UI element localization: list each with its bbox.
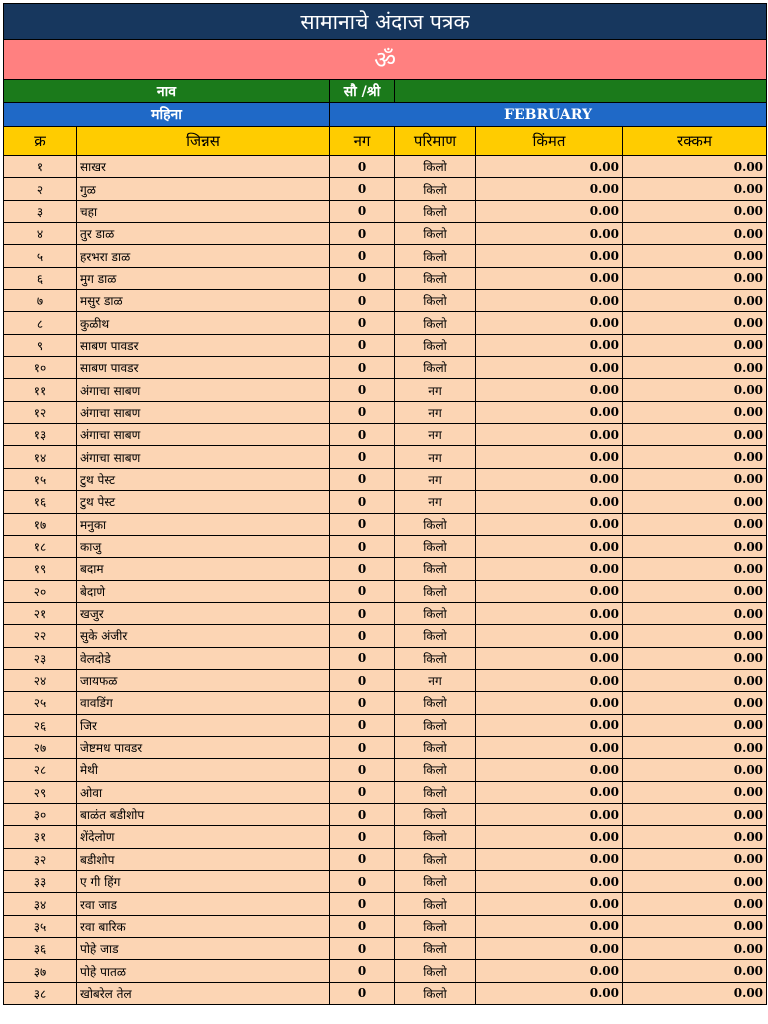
amount-cell: 0.00 (623, 848, 767, 870)
unit-cell[interactable]: नग (395, 401, 476, 423)
qty-cell[interactable]: 0 (330, 379, 395, 401)
qty-cell[interactable]: 0 (330, 915, 395, 937)
amount-cell: 0.00 (623, 312, 767, 334)
qty-cell[interactable]: 0 (330, 871, 395, 893)
price-cell[interactable]: 0.00 (476, 714, 623, 736)
price-cell[interactable]: 0.00 (476, 692, 623, 714)
table-row (4, 223, 767, 245)
price-cell[interactable]: 0.00 (476, 915, 623, 937)
unit-cell[interactable]: किलो (395, 871, 476, 893)
table-row (4, 848, 767, 870)
serial-cell: २ (4, 178, 77, 200)
unit-cell[interactable]: नग (395, 424, 476, 446)
table-row (4, 669, 767, 691)
qty-cell[interactable]: 0 (330, 468, 395, 490)
month-value-cell[interactable]: FEBRUARY (330, 103, 767, 127)
price-cell[interactable]: 0.00 (476, 781, 623, 803)
amount-cell: 0.00 (623, 156, 767, 178)
price-cell[interactable]: 0.00 (476, 312, 623, 334)
qty-cell[interactable]: 0 (330, 647, 395, 669)
price-cell[interactable]: 0.00 (476, 491, 623, 513)
unit-cell[interactable]: किलो (395, 156, 476, 178)
price-cell[interactable]: 0.00 (476, 245, 623, 267)
item-cell[interactable]: रवा बारिक (77, 915, 330, 937)
amount-cell: 0.00 (623, 334, 767, 356)
qty-cell[interactable]: 0 (330, 938, 395, 960)
serial-cell: ३३ (4, 871, 77, 893)
item-cell[interactable]: खोबरेल तेल (77, 982, 330, 1004)
unit-cell[interactable]: नग (395, 669, 476, 691)
table-row (4, 267, 767, 289)
serial-cell: ३५ (4, 915, 77, 937)
unit-cell[interactable]: किलो (395, 938, 476, 960)
unit-cell[interactable]: किलो (395, 826, 476, 848)
unit-cell[interactable]: किलो (395, 245, 476, 267)
table-row (4, 826, 767, 848)
serial-cell: ३२ (4, 848, 77, 870)
qty-cell[interactable]: 0 (330, 401, 395, 423)
table-row (4, 513, 767, 535)
price-cell[interactable]: 0.00 (476, 669, 623, 691)
item-cell[interactable]: मनुका (77, 513, 330, 535)
item-cell[interactable]: ए गी हिंग (77, 871, 330, 893)
table-row (4, 893, 767, 915)
amount-cell: 0.00 (623, 267, 767, 289)
item-cell[interactable]: ओवा (77, 781, 330, 803)
table-row (4, 647, 767, 669)
item-cell[interactable]: खजुर (77, 602, 330, 624)
price-cell[interactable]: 0.00 (476, 424, 623, 446)
name-value-cell[interactable] (395, 80, 767, 103)
item-cell[interactable]: साखर (77, 156, 330, 178)
serial-cell: १३ (4, 424, 77, 446)
price-cell[interactable]: 0.00 (476, 223, 623, 245)
amount-cell: 0.00 (623, 781, 767, 803)
item-cell[interactable]: बदाम (77, 558, 330, 580)
qty-cell[interactable]: 0 (330, 178, 395, 200)
table-row (4, 290, 767, 312)
table-row (4, 558, 767, 580)
unit-cell[interactable]: किलो (395, 357, 476, 379)
unit-cell[interactable]: किलो (395, 736, 476, 758)
price-cell[interactable]: 0.00 (476, 938, 623, 960)
unit-cell[interactable]: नग (395, 379, 476, 401)
table-row (4, 982, 767, 1004)
estimate-sheet (3, 3, 766, 1005)
item-cell[interactable]: वावडिंग (77, 692, 330, 714)
amount-cell: 0.00 (623, 960, 767, 982)
qty-cell[interactable]: 0 (330, 759, 395, 781)
table-row (4, 491, 767, 513)
amount-cell: 0.00 (623, 357, 767, 379)
qty-cell[interactable]: 0 (330, 245, 395, 267)
serial-cell: ५ (4, 245, 77, 267)
item-cell[interactable]: टुथ पेस्ट (77, 491, 330, 513)
table-row (4, 915, 767, 937)
serial-cell: १५ (4, 468, 77, 490)
price-cell[interactable]: 0.00 (476, 960, 623, 982)
price-cell[interactable]: 0.00 (476, 290, 623, 312)
item-cell[interactable]: कुळीथ (77, 312, 330, 334)
qty-cell[interactable]: 0 (330, 290, 395, 312)
table-row (4, 178, 767, 200)
price-cell[interactable]: 0.00 (476, 893, 623, 915)
amount-cell: 0.00 (623, 178, 767, 200)
amount-cell: 0.00 (623, 692, 767, 714)
unit-cell[interactable]: किलो (395, 178, 476, 200)
qty-cell[interactable]: 0 (330, 893, 395, 915)
qty-cell[interactable]: 0 (330, 513, 395, 535)
item-cell[interactable]: रवा जाड (77, 893, 330, 915)
item-cell[interactable]: सुके अंजीर (77, 625, 330, 647)
amount-cell: 0.00 (623, 245, 767, 267)
qty-cell[interactable]: 0 (330, 312, 395, 334)
serial-cell: ९ (4, 334, 77, 356)
unit-cell[interactable]: किलो (395, 625, 476, 647)
serial-cell: ३४ (4, 893, 77, 915)
qty-cell[interactable]: 0 (330, 669, 395, 691)
unit-cell[interactable]: किलो (395, 781, 476, 803)
table-row (4, 803, 767, 825)
price-cell[interactable]: 0.00 (476, 379, 623, 401)
qty-cell[interactable]: 0 (330, 156, 395, 178)
price-cell[interactable]: 0.00 (476, 156, 623, 178)
table-row (4, 468, 767, 490)
amount-cell: 0.00 (623, 938, 767, 960)
amount-cell: 0.00 (623, 915, 767, 937)
unit-cell[interactable]: किलो (395, 803, 476, 825)
qty-cell[interactable]: 0 (330, 848, 395, 870)
item-cell[interactable]: अंगाचा साबण (77, 379, 330, 401)
price-cell[interactable]: 0.00 (476, 357, 623, 379)
unit-cell[interactable]: किलो (395, 647, 476, 669)
unit-cell[interactable]: किलो (395, 200, 476, 222)
serial-cell: २१ (4, 602, 77, 624)
serial-cell: २७ (4, 736, 77, 758)
serial-cell: १९ (4, 558, 77, 580)
amount-cell: 0.00 (623, 871, 767, 893)
price-cell[interactable]: 0.00 (476, 468, 623, 490)
price-cell[interactable]: 0.00 (476, 513, 623, 535)
name-prefix: सौ /श्री (330, 80, 395, 103)
item-cell[interactable]: जिर (77, 714, 330, 736)
table-row (4, 312, 767, 334)
price-cell[interactable]: 0.00 (476, 267, 623, 289)
serial-cell: १४ (4, 446, 77, 468)
price-cell[interactable]: 0.00 (476, 401, 623, 423)
serial-cell: २८ (4, 759, 77, 781)
price-cell[interactable]: 0.00 (476, 736, 623, 758)
serial-cell: २० (4, 580, 77, 602)
unit-cell[interactable]: किलो (395, 960, 476, 982)
qty-cell[interactable]: 0 (330, 223, 395, 245)
item-cell[interactable]: साबण पावडर (77, 357, 330, 379)
item-cell[interactable]: शेंदेलोण (77, 826, 330, 848)
amount-cell: 0.00 (623, 669, 767, 691)
amount-cell: 0.00 (623, 580, 767, 602)
sheet-title: सामानाचे अंदाज पत्रक (4, 4, 767, 40)
qty-cell[interactable]: 0 (330, 357, 395, 379)
qty-cell[interactable]: 0 (330, 714, 395, 736)
qty-cell[interactable]: 0 (330, 580, 395, 602)
table-row (4, 357, 767, 379)
unit-cell[interactable]: किलो (395, 334, 476, 356)
amount-cell: 0.00 (623, 401, 767, 423)
amount-cell: 0.00 (623, 424, 767, 446)
item-cell[interactable]: अंगाचा साबण (77, 446, 330, 468)
price-cell[interactable]: 0.00 (476, 848, 623, 870)
serial-cell: ८ (4, 312, 77, 334)
unit-cell[interactable]: किलो (395, 312, 476, 334)
amount-cell: 0.00 (623, 714, 767, 736)
unit-cell[interactable]: किलो (395, 535, 476, 557)
qty-cell[interactable]: 0 (330, 625, 395, 647)
unit-cell[interactable]: किलो (395, 580, 476, 602)
item-cell[interactable]: साबण पावडर (77, 334, 330, 356)
serial-cell: २२ (4, 625, 77, 647)
amount-cell: 0.00 (623, 982, 767, 1004)
item-cell[interactable]: बाळंत बडीशोप (77, 803, 330, 825)
price-cell[interactable]: 0.00 (476, 580, 623, 602)
price-cell[interactable]: 0.00 (476, 334, 623, 356)
amount-cell: 0.00 (623, 446, 767, 468)
item-cell[interactable]: वेलदोडे (77, 647, 330, 669)
amount-cell: 0.00 (623, 491, 767, 513)
price-cell[interactable]: 0.00 (476, 446, 623, 468)
serial-cell: ४ (4, 223, 77, 245)
table-row (4, 714, 767, 736)
serial-cell: १७ (4, 513, 77, 535)
amount-cell: 0.00 (623, 826, 767, 848)
estimate-table (3, 3, 767, 1005)
serial-cell: ७ (4, 290, 77, 312)
column-header-row (4, 127, 767, 156)
month-label: महिना (4, 103, 330, 127)
unit-cell[interactable]: किलो (395, 759, 476, 781)
item-cell[interactable]: अंगाचा साबण (77, 401, 330, 423)
amount-cell: 0.00 (623, 647, 767, 669)
serial-cell: ३८ (4, 982, 77, 1004)
unit-cell[interactable]: किलो (395, 848, 476, 870)
om-symbol: ॐ (4, 40, 767, 80)
serial-cell: १६ (4, 491, 77, 513)
col-header-amount: रक्कम (623, 127, 767, 156)
item-cell[interactable]: गुळ (77, 178, 330, 200)
col-header-item: जिन्नस (77, 127, 330, 156)
serial-cell: २५ (4, 692, 77, 714)
amount-cell: 0.00 (623, 602, 767, 624)
serial-cell: २९ (4, 781, 77, 803)
table-row (4, 692, 767, 714)
item-cell[interactable]: तुर डाळ (77, 223, 330, 245)
serial-cell: २३ (4, 647, 77, 669)
serial-cell: ३० (4, 803, 77, 825)
qty-cell[interactable]: 0 (330, 826, 395, 848)
table-row (4, 602, 767, 624)
unit-cell[interactable]: किलो (395, 513, 476, 535)
table-row (4, 401, 767, 423)
serial-cell: ३१ (4, 826, 77, 848)
qty-cell[interactable]: 0 (330, 803, 395, 825)
col-header-qty: नग (330, 127, 395, 156)
serial-cell: ११ (4, 379, 77, 401)
qty-cell[interactable]: 0 (330, 558, 395, 580)
amount-cell: 0.00 (623, 535, 767, 557)
item-cell[interactable]: मेथी (77, 759, 330, 781)
unit-cell[interactable]: किलो (395, 915, 476, 937)
unit-cell[interactable]: किलो (395, 692, 476, 714)
amount-cell: 0.00 (623, 290, 767, 312)
serial-cell: ३६ (4, 938, 77, 960)
amount-cell: 0.00 (623, 558, 767, 580)
serial-cell: १२ (4, 401, 77, 423)
unit-cell[interactable]: किलो (395, 223, 476, 245)
unit-cell[interactable]: किलो (395, 267, 476, 289)
qty-cell[interactable]: 0 (330, 781, 395, 803)
price-cell[interactable]: 0.00 (476, 826, 623, 848)
table-row (4, 580, 767, 602)
price-cell[interactable]: 0.00 (476, 200, 623, 222)
amount-cell: 0.00 (623, 223, 767, 245)
table-row (4, 759, 767, 781)
serial-cell: १० (4, 357, 77, 379)
item-cell[interactable]: हरभरा डाळ (77, 245, 330, 267)
qty-cell[interactable]: 0 (330, 491, 395, 513)
table-row (4, 200, 767, 222)
col-header-serial: क्र (4, 127, 77, 156)
serial-cell: २४ (4, 669, 77, 691)
item-cell[interactable]: मुग डाळ (77, 267, 330, 289)
price-cell[interactable]: 0.00 (476, 602, 623, 624)
item-cell[interactable]: जायफळ (77, 669, 330, 691)
amount-cell: 0.00 (623, 468, 767, 490)
qty-cell[interactable]: 0 (330, 424, 395, 446)
item-cell[interactable]: जेष्टमध पावडर (77, 736, 330, 758)
amount-cell: 0.00 (623, 200, 767, 222)
table-row (4, 535, 767, 557)
table-row (4, 736, 767, 758)
price-cell[interactable]: 0.00 (476, 535, 623, 557)
unit-cell[interactable]: नग (395, 491, 476, 513)
qty-cell[interactable]: 0 (330, 602, 395, 624)
serial-cell: ३ (4, 200, 77, 222)
item-cell[interactable]: मसुर डाळ (77, 290, 330, 312)
unit-cell[interactable]: किलो (395, 558, 476, 580)
table-row (4, 625, 767, 647)
price-cell[interactable]: 0.00 (476, 558, 623, 580)
item-cell[interactable]: टुथ पेस्ट (77, 468, 330, 490)
serial-cell: ३७ (4, 960, 77, 982)
item-cell[interactable]: अंगाचा साबण (77, 424, 330, 446)
serial-cell: ६ (4, 267, 77, 289)
price-cell[interactable]: 0.00 (476, 625, 623, 647)
unit-cell[interactable]: किलो (395, 714, 476, 736)
amount-cell: 0.00 (623, 379, 767, 401)
qty-cell[interactable]: 0 (330, 692, 395, 714)
price-cell[interactable]: 0.00 (476, 647, 623, 669)
qty-cell[interactable]: 0 (330, 267, 395, 289)
qty-cell[interactable]: 0 (330, 535, 395, 557)
amount-cell: 0.00 (623, 513, 767, 535)
table-row (4, 245, 767, 267)
table-row (4, 960, 767, 982)
unit-cell[interactable]: किलो (395, 982, 476, 1004)
qty-cell[interactable]: 0 (330, 446, 395, 468)
table-row (4, 334, 767, 356)
table-row (4, 871, 767, 893)
table-row (4, 781, 767, 803)
amount-cell: 0.00 (623, 893, 767, 915)
unit-cell[interactable]: नग (395, 468, 476, 490)
qty-cell[interactable]: 0 (330, 960, 395, 982)
table-row (4, 446, 767, 468)
table-row (4, 379, 767, 401)
amount-cell: 0.00 (623, 625, 767, 647)
amount-cell: 0.00 (623, 736, 767, 758)
unit-cell[interactable]: नग (395, 446, 476, 468)
price-cell[interactable]: 0.00 (476, 871, 623, 893)
qty-cell[interactable]: 0 (330, 334, 395, 356)
item-cell[interactable]: पोहे पातळ (77, 960, 330, 982)
table-row (4, 424, 767, 446)
unit-cell[interactable]: किलो (395, 290, 476, 312)
item-cell[interactable]: काजु (77, 535, 330, 557)
table-row (4, 156, 767, 178)
serial-cell: २६ (4, 714, 77, 736)
price-cell[interactable]: 0.00 (476, 803, 623, 825)
qty-cell[interactable]: 0 (330, 982, 395, 1004)
serial-cell: १ (4, 156, 77, 178)
unit-cell[interactable]: किलो (395, 893, 476, 915)
price-cell[interactable]: 0.00 (476, 178, 623, 200)
serial-cell: १८ (4, 535, 77, 557)
price-cell[interactable]: 0.00 (476, 982, 623, 1004)
qty-cell[interactable]: 0 (330, 200, 395, 222)
col-header-price: किंमत (476, 127, 623, 156)
item-cell[interactable]: बडीशोप (77, 848, 330, 870)
amount-cell: 0.00 (623, 803, 767, 825)
price-cell[interactable]: 0.00 (476, 759, 623, 781)
table-row (4, 938, 767, 960)
qty-cell[interactable]: 0 (330, 736, 395, 758)
amount-cell: 0.00 (623, 759, 767, 781)
item-cell[interactable]: बेदाणे (77, 580, 330, 602)
name-label: नाव (4, 80, 330, 103)
col-header-unit: परिमाण (395, 127, 476, 156)
unit-cell[interactable]: किलो (395, 602, 476, 624)
item-cell[interactable]: चहा (77, 200, 330, 222)
item-cell[interactable]: पोहे जाड (77, 938, 330, 960)
